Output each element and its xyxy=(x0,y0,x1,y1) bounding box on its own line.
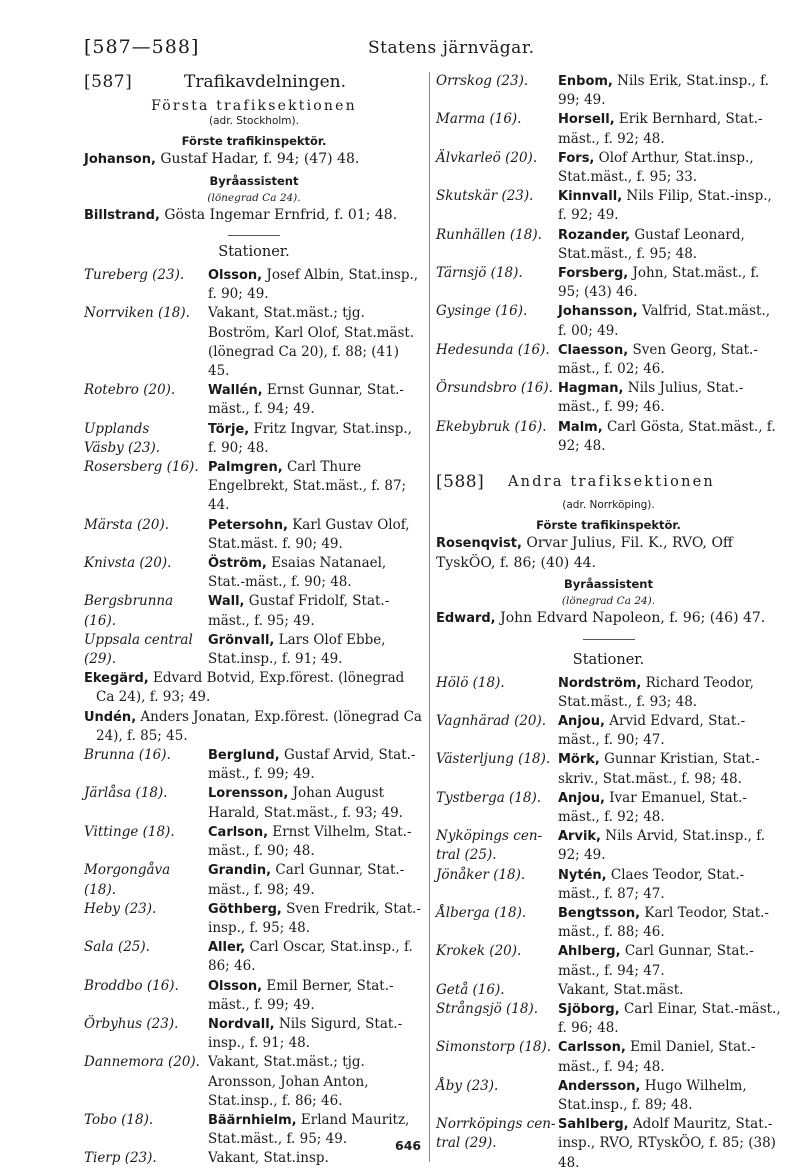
staff-name: Aller, xyxy=(208,940,246,956)
staff-details: Vakant, Stat.mäst.; tjg. Boström, Karl Olof, Stat.mäst. (lönegrad Ca 20), f. 88; (41) 45. xyxy=(208,305,415,380)
staff-entry xyxy=(84,669,424,707)
station-staff xyxy=(208,746,424,784)
staff-details: Emil Daniel, Stat.-mäst., f. 94; 48. xyxy=(558,1039,756,1075)
station-staff xyxy=(558,302,781,340)
divider-rule xyxy=(228,235,280,236)
staff-name: Wallén, xyxy=(208,383,263,399)
station-staff xyxy=(558,712,781,750)
staff-name: Törje, xyxy=(208,421,250,437)
station-entry xyxy=(84,861,424,899)
staff-name: Malm, xyxy=(558,419,603,435)
station-place: Orrskog (23). xyxy=(436,73,529,89)
station-place: Uppsala central (29). xyxy=(84,631,193,668)
staff-name: Grandin, xyxy=(208,863,272,879)
staff-name: Mörk, xyxy=(558,752,600,768)
staff-name: Sahlberg, xyxy=(558,1117,629,1133)
staff-details: Emil Berner, Stat.-mäst., f. 99; 49. xyxy=(208,977,394,1013)
station-place: Norrköpings cen- tral (29). xyxy=(436,1116,556,1152)
station-entry xyxy=(84,1053,424,1111)
station-entry xyxy=(436,904,781,942)
station-entry xyxy=(436,712,781,750)
station-entry xyxy=(436,1115,781,1173)
section-title: Andra trafiksektionen xyxy=(508,474,715,491)
station-entry xyxy=(436,866,781,904)
section-title: Trafikavdelningen. xyxy=(184,72,346,92)
station-staff xyxy=(558,942,781,980)
station-place: Norrviken (18). xyxy=(84,305,190,322)
station-staff xyxy=(208,458,424,516)
left-column xyxy=(84,72,424,1169)
chief-name: Johanson, xyxy=(84,152,156,167)
station-staff xyxy=(208,304,424,381)
station-staff xyxy=(208,938,424,976)
station-entry xyxy=(84,554,424,592)
staff-details: Gustaf Fridolf, Stat.-mäst., f. 95; 49. xyxy=(208,593,390,629)
station-place: Krokek (20). xyxy=(436,943,522,960)
staff-details: Carl Oscar, Stat.insp., f. 86; 46. xyxy=(208,939,413,975)
staff-name: Nordström, xyxy=(558,675,642,691)
station-place: Runhällen (18). xyxy=(436,226,542,243)
chief-details: Gustaf Hadar, f. 94; (47) 48. xyxy=(155,151,360,167)
station-staff xyxy=(558,72,781,110)
station-place: Tobo (18). xyxy=(84,1111,154,1128)
section-address: (adr. Norrköping). xyxy=(562,499,655,512)
staff-details: Carl Gunnar, Stat.-mäst., f. 94; 47. xyxy=(558,943,754,979)
staff-name: Forsberg, xyxy=(558,266,629,282)
staff-details: Gustaf Arvid, Stat.-mäst., f. 99; 49. xyxy=(208,747,416,783)
staff-details: Erland Mauritz, Stat.mäst., f. 95; 49. xyxy=(208,1111,410,1148)
station-entry xyxy=(84,516,424,554)
chief-name: Rosenqvist, xyxy=(436,536,522,552)
station-staff xyxy=(558,1000,781,1038)
station-place: Rosersberg (16). xyxy=(84,459,199,476)
staff-name: Palmgren, xyxy=(208,460,283,476)
station-place: Tureberg (23). xyxy=(84,267,185,283)
staff-name: Enbom, xyxy=(558,74,613,89)
station-place: Järlåsa (18). xyxy=(84,785,168,802)
staff-details: Carl Einar, Stat.-mäst., f. 96; 48. xyxy=(558,1001,781,1037)
station-place: Hölö (18). xyxy=(436,674,505,691)
staff-details: Ernst Gunnar, Stat.-mäst., f. 94; 49. xyxy=(208,382,404,418)
station-staff xyxy=(558,418,781,456)
station-staff xyxy=(208,266,424,304)
station-place: Broddbo (16). xyxy=(84,977,179,994)
staff-details: Ivar Emanuel, Stat.-mäst., f. 92; 48. xyxy=(558,789,747,825)
station-staff xyxy=(208,1149,424,1168)
station-staff xyxy=(208,1053,424,1111)
station-place: Knivsta (20). xyxy=(84,555,172,572)
station-staff xyxy=(558,379,781,417)
station-entry xyxy=(84,381,424,419)
staff-details: Nils Julius, Stat.-mäst., f. 99; 46. xyxy=(558,380,744,416)
station-place: Rotebro (20). xyxy=(84,382,176,399)
station-entry xyxy=(84,784,424,822)
staff-details: Nils Arvid, Stat.insp., f. 92; 49. xyxy=(558,828,766,864)
assistant-grade: (lönegrad Ca 24). xyxy=(207,191,301,204)
staff-details: Lars Olof Ebbe, Stat.insp., f. 91; 49. xyxy=(208,631,386,668)
staff-name: Göthberg, xyxy=(208,901,282,917)
station-staff xyxy=(208,900,424,938)
staff-details: Anders Jonatan, Exp.förest. (lönegrad Ca 24), f. 85; 45. xyxy=(96,708,422,744)
station-entry xyxy=(436,226,781,264)
staff-details: Hugo Wilhelm, Stat.insp., f. 89; 48. xyxy=(558,1077,747,1114)
staff-name: Olsson, xyxy=(208,978,263,994)
assistant-name: Edward, xyxy=(436,611,496,627)
station-staff xyxy=(208,381,424,419)
station-entry xyxy=(84,1015,424,1053)
page-header-title: Statens järnvägar. xyxy=(368,38,535,58)
station-place: Morgongåva (18). xyxy=(84,862,171,898)
station-entry xyxy=(84,977,424,1015)
station-entry xyxy=(84,304,424,381)
staff-name: Anjou, xyxy=(558,713,605,729)
staff-name: Johansson, xyxy=(558,304,638,320)
staff-details: Erik Bernhard, Stat.-mäst., f. 92; 48. xyxy=(558,111,763,147)
staff-name: Hagman, xyxy=(558,381,624,397)
station-staff xyxy=(558,904,781,942)
station-place: Bergsbrunna (16). xyxy=(84,593,174,629)
staff-name: Lorensson, xyxy=(208,786,289,802)
staff-details: Sven Fredrik, Stat.-insp., f. 95; 48. xyxy=(208,900,421,936)
staff-details: Valfrid, Stat.mäst., f. 00; 49. xyxy=(558,303,771,339)
station-staff xyxy=(558,1038,781,1076)
staff-name: Grönvall, xyxy=(208,632,275,648)
station-place: Heby (23). xyxy=(84,900,157,917)
staff-details: Karl Teodor, Stat.-mäst., f. 88; 46. xyxy=(558,905,769,941)
station-entry xyxy=(436,750,781,788)
station-entry xyxy=(436,981,781,1000)
station-extra-list xyxy=(84,669,424,746)
staff-details: Claes Teodor, Stat.-mäst., f. 87; 47. xyxy=(558,866,745,902)
chief-entry xyxy=(84,150,424,170)
staff-name: Carlsson, xyxy=(558,1040,626,1056)
station-entry xyxy=(84,458,424,516)
staff-details: Josef Albin, Stat.insp., f. 90; 49. xyxy=(208,267,419,303)
station-place: Marma (16). xyxy=(436,111,522,128)
station-staff xyxy=(208,420,424,458)
station-place: Brunna (16). xyxy=(84,747,171,764)
station-place: Ålberga (18). xyxy=(436,905,527,921)
staff-details: Arvid Edvard, Stat.-mäst., f. 90; 47. xyxy=(558,712,746,749)
column-divider xyxy=(429,72,430,1162)
staff-entry xyxy=(84,708,424,746)
station-place: Märsta (20). xyxy=(84,516,170,533)
station-place: Sala (25). xyxy=(84,939,150,956)
staff-name: Andersson, xyxy=(558,1078,641,1094)
station-entry xyxy=(436,1077,781,1115)
station-staff xyxy=(558,866,781,904)
right-column xyxy=(436,72,781,1173)
assistant-name: Billstrand, xyxy=(84,207,160,223)
staff-name: Bengtsson, xyxy=(558,906,641,921)
station-staff xyxy=(558,187,781,225)
station-place: Tierp (23). xyxy=(84,1150,157,1167)
station-entry xyxy=(436,149,781,187)
station-place: Dannemora (20). xyxy=(84,1054,200,1071)
assistant-entry xyxy=(436,609,781,629)
staff-details: Esaias Natanael, Stat.-mäst., f. 90; 48. xyxy=(208,555,387,591)
station-entry xyxy=(436,1038,781,1076)
assistant-entry xyxy=(84,206,424,226)
station-staff xyxy=(208,516,424,554)
section-588-heading xyxy=(436,472,781,496)
subsection-title: Första trafiksektionen xyxy=(151,98,357,114)
staff-details: Edvard Botvid, Exp.förest. (lönegrad Ca 24), f. 93; 49. xyxy=(96,670,405,706)
station-entry xyxy=(436,302,781,340)
station-entry xyxy=(436,942,781,980)
station-place: Skutskär (23). xyxy=(436,188,534,205)
page-header-range: [587—588] xyxy=(84,36,200,58)
staff-name: Bäärnhielm, xyxy=(208,1112,297,1128)
staff-details: Vakant, Stat.mäst.; tjg. Aronsson, Johan Anton, Stat.insp., f. 86; 46. xyxy=(208,1054,369,1109)
station-entry xyxy=(436,789,781,827)
station-staff xyxy=(208,592,424,630)
staff-name: Carlson, xyxy=(208,824,269,840)
station-place: Örsundsbro (16). xyxy=(436,380,553,397)
station-place: Tärnsjö (18). xyxy=(436,265,523,282)
station-place: Ekebybruk (16). xyxy=(436,418,547,435)
station-entry xyxy=(84,420,424,458)
station-staff xyxy=(558,674,781,712)
station-entry xyxy=(436,110,781,148)
station-list xyxy=(436,72,781,456)
station-place: Strångsjö (18). xyxy=(436,1001,539,1018)
staff-details: Johan August Harald, Stat.mäst., f. 93; 49. xyxy=(208,785,403,821)
station-entry xyxy=(436,1000,781,1038)
staff-name: Petersohn, xyxy=(208,517,288,533)
divider-rule xyxy=(583,639,635,640)
station-staff xyxy=(558,750,781,788)
staff-name: Öström, xyxy=(208,556,267,572)
station-staff xyxy=(558,827,781,865)
station-place: Vagnhärad (20). xyxy=(436,712,547,729)
staff-name: Arvik, xyxy=(558,829,601,845)
staff-name: Undén, xyxy=(84,709,137,725)
staff-name: Ekegärd, xyxy=(84,671,149,687)
station-place: Upplands Väsby (23). xyxy=(84,420,161,456)
station-list-continued xyxy=(84,746,424,1168)
station-place: Hedesunda (16). xyxy=(436,341,550,358)
staff-details: Richard Teodor, Stat.mäst., f. 93; 48. xyxy=(558,674,754,710)
staff-details: Nils Erik, Stat.insp., f. 99; 49. xyxy=(558,73,769,109)
station-list-continued xyxy=(436,674,781,1173)
station-place: Jönåker (18). xyxy=(436,866,526,883)
staff-details: Vakant, Stat.mäst. xyxy=(558,981,684,998)
station-staff xyxy=(208,1111,424,1149)
chief-title: Förste trafikinspektör. xyxy=(181,134,327,148)
station-list xyxy=(84,266,424,669)
station-place: Gysinge (16). xyxy=(436,303,528,320)
station-entry xyxy=(436,341,781,379)
section-number: [587] xyxy=(84,72,133,92)
assistant-grade: (lönegrad Ca 24). xyxy=(561,595,656,608)
station-entry xyxy=(84,631,424,669)
stations-heading: Stationer. xyxy=(218,244,290,260)
station-staff xyxy=(208,631,424,669)
station-entry xyxy=(84,746,424,784)
chief-title: Förste trafikinspektör. xyxy=(536,518,681,533)
staff-details: Karl Gustav Olof, Stat.mäst. f. 90; 49. xyxy=(208,516,410,552)
station-staff xyxy=(558,1115,781,1173)
staff-details: Nils Sigurd, Stat.-insp., f. 91; 48. xyxy=(208,1015,403,1052)
stations-heading: Stationer. xyxy=(572,651,645,668)
assistant-title: Byråassistent xyxy=(209,173,299,188)
station-staff xyxy=(208,977,424,1015)
staff-details: Nils Filip, Stat.-insp., f. 92; 49. xyxy=(558,188,772,224)
station-place: Vittinge (18). xyxy=(84,823,175,840)
staff-details: Ernst Vilhelm, Stat.-mäst., f. 90; 48. xyxy=(208,823,412,860)
staff-name: Sjöborg, xyxy=(558,1002,620,1018)
staff-name: Kinnvall, xyxy=(558,189,623,205)
station-place: Åby (23). xyxy=(436,1077,499,1094)
station-entry xyxy=(84,900,424,938)
chief-details: Orvar Julius, Fil. K., RVO, Off TyskÖO, f. 86; (40) 44. xyxy=(436,535,733,571)
staff-name: Horsell, xyxy=(558,112,615,128)
station-entry xyxy=(84,592,424,630)
staff-details: Gustaf Leonard, Stat.mäst., f. 95; 48. xyxy=(558,226,745,262)
station-place: Nyköpings cen- tral (25). xyxy=(436,828,543,864)
staff-name: Claesson, xyxy=(558,342,629,358)
station-entry xyxy=(84,266,424,304)
staff-name: Fors, xyxy=(558,150,595,166)
staff-name: Berglund, xyxy=(208,748,280,764)
station-place: Getå (16). xyxy=(436,981,505,998)
staff-details: Gunnar Kristian, Stat.-skriv., Stat.mäst., f. 98; 48. xyxy=(558,751,760,787)
staff-details: Adolf Mauritz, Stat.-insp., RVO, RTyskÖO, f. 85; (38) 48. xyxy=(558,1116,776,1171)
station-entry xyxy=(84,938,424,976)
station-staff xyxy=(558,1077,781,1115)
staff-details: Sven Georg, Stat.-mäst., f. 02; 46. xyxy=(558,341,758,378)
station-place: Älvkarleö (20). xyxy=(436,149,538,166)
staff-details: Carl Thure Engelbrekt, Stat.mäst., f. 87; 44. xyxy=(208,459,407,514)
staff-name: Wall, xyxy=(208,594,245,610)
staff-name: Nytén, xyxy=(558,867,607,883)
assistant-details: John Edvard Napoleon, f. 96; (46) 47. xyxy=(495,610,766,627)
staff-details: Carl Gunnar, Stat.-mäst., f. 98; 49. xyxy=(208,862,405,898)
station-staff xyxy=(208,1015,424,1053)
station-staff xyxy=(208,784,424,822)
station-entry xyxy=(436,187,781,225)
station-staff xyxy=(558,110,781,148)
page-number: 646 xyxy=(395,1138,422,1153)
staff-details: Carl Gösta, Stat.mäst., f. 92; 48. xyxy=(558,418,776,454)
station-entry xyxy=(436,72,781,110)
station-entry xyxy=(436,418,781,456)
section-587-heading xyxy=(84,72,424,96)
station-entry xyxy=(436,379,781,417)
station-place: Simonstorp (18). xyxy=(436,1039,552,1056)
staff-details: John, Stat.mäst., f. 95; (43) 46. xyxy=(558,265,760,301)
station-staff xyxy=(208,861,424,899)
station-staff xyxy=(208,554,424,592)
staff-details: Vakant, Stat.insp. xyxy=(208,1150,329,1167)
staff-name: Rozander, xyxy=(558,227,631,243)
staff-details: Fritz Ingvar, Stat.insp., f. 90; 48. xyxy=(208,420,412,456)
station-entry xyxy=(436,827,781,865)
station-place: Västerljung (18). xyxy=(436,751,551,768)
station-staff xyxy=(558,149,781,187)
section-number: [588] xyxy=(436,472,485,493)
assistant-title: Byråassistent xyxy=(564,577,653,592)
station-staff xyxy=(208,823,424,861)
staff-name: Anjou, xyxy=(558,790,605,806)
assistant-details: Gösta Ingemar Ernfrid, f. 01; 48. xyxy=(159,206,398,223)
staff-name: Olsson, xyxy=(208,268,263,283)
station-staff xyxy=(558,226,781,264)
staff-details: Olof Arthur, Stat.insp., Stat.mäst., f. 95; 33. xyxy=(558,149,754,186)
station-place: Örbyhus (23). xyxy=(84,1015,179,1032)
staff-name: Ahlberg, xyxy=(558,944,621,960)
station-entry xyxy=(84,1111,424,1149)
station-staff xyxy=(558,264,781,302)
section-address: (adr. Stockholm). xyxy=(209,115,299,127)
station-entry xyxy=(436,264,781,302)
chief-entry xyxy=(436,534,781,573)
station-place: Tystberga (18). xyxy=(436,789,542,806)
station-entry xyxy=(84,823,424,861)
station-staff xyxy=(558,981,781,1000)
staff-name: Nordvall, xyxy=(208,1016,275,1032)
station-entry xyxy=(84,1149,424,1168)
station-staff xyxy=(558,341,781,379)
station-staff xyxy=(558,789,781,827)
station-entry xyxy=(436,674,781,712)
